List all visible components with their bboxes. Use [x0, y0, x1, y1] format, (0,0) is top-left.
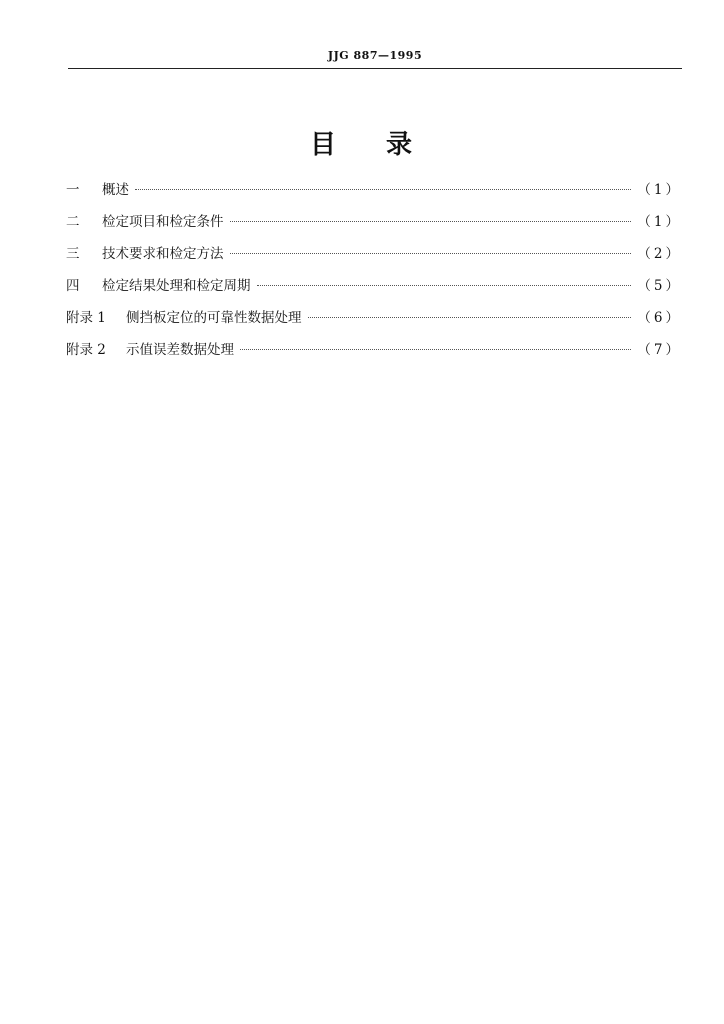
toc-leader-dots	[230, 221, 632, 222]
toc-entry[interactable]	[66, 306, 682, 338]
title-char-left: 目	[309, 130, 338, 160]
toc-entry[interactable]	[66, 242, 682, 274]
toc-entry-page: （7）	[637, 342, 682, 358]
standard-code: JJG 887—1995	[327, 49, 423, 62]
toc-entry-title: 检定结果处理和检定周期	[102, 278, 251, 294]
toc-entry[interactable]	[66, 274, 682, 306]
page-title	[0, 124, 724, 161]
toc-entry-page: （1）	[637, 182, 682, 198]
toc-entry-number: 一	[66, 182, 80, 198]
toc-entry-number: 二	[66, 214, 80, 230]
toc-entry-number: 三	[66, 246, 80, 262]
toc-leader-dots	[240, 349, 631, 350]
toc-entry-title: 技术要求和检定方法	[102, 246, 224, 262]
table-of-contents	[66, 178, 682, 370]
toc-entry-title: 示值误差数据处理	[126, 342, 234, 358]
toc-leader-dots	[308, 317, 632, 318]
toc-leader-dots	[135, 189, 631, 190]
toc-entry-page: （5）	[637, 278, 682, 294]
title-char-right: 录	[386, 130, 415, 160]
toc-entry-page: （1）	[637, 214, 682, 230]
toc-entry-number: 四	[66, 278, 80, 294]
toc-entry-number: 附录 1	[66, 310, 106, 326]
toc-entry-title: 检定项目和检定条件	[102, 214, 224, 230]
toc-leader-dots	[257, 285, 632, 286]
toc-leader-dots	[230, 253, 632, 254]
toc-entry[interactable]	[66, 178, 682, 210]
page-header	[68, 44, 682, 69]
toc-entry-title: 侧挡板定位的可靠性数据处理	[126, 310, 302, 326]
toc-entry-page: （2）	[637, 246, 682, 262]
toc-entry[interactable]	[66, 210, 682, 242]
toc-entry[interactable]	[66, 338, 682, 370]
toc-entry-number: 附录 2	[66, 342, 106, 358]
toc-entry-title: 概述	[102, 182, 129, 198]
toc-entry-page: （6）	[637, 310, 682, 326]
